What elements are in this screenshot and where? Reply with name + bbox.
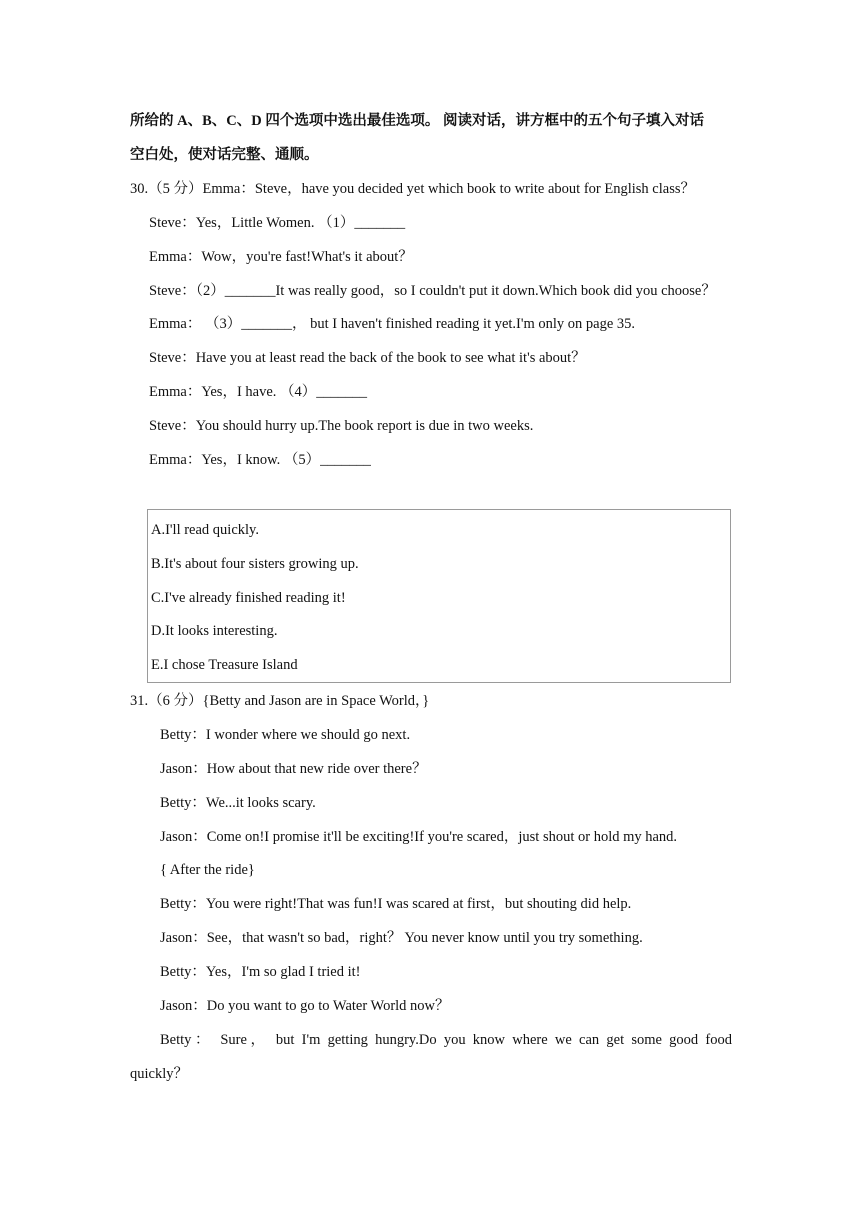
- q31-last-line-cont: quickly？: [130, 1066, 188, 1082]
- q30-line-7: Steve：You should hurry up.The book report is due in two weeks.: [149, 418, 534, 434]
- q30-line-3: Steve：（2）_______It was really good，so I couldn't put it down.Which book did you choose？: [149, 283, 716, 299]
- q31-line-1: Betty：I wonder where we should go next.: [160, 727, 411, 743]
- q30-line-2: Emma：Wow，you're fast!What's it about？: [149, 249, 413, 265]
- q30-line-5: Steve：Have you at least read the back of the book to see what it's about？: [149, 350, 586, 366]
- q31-line-5: Betty：You were right!That was fun!I was scared at first，but shouting did help.: [160, 896, 632, 912]
- q31-line-8: Jason：Do you want to go to Water World now？: [160, 998, 450, 1014]
- q30-line-4: Emma： （3）_______， but I haven't finished reading it yet.I'm only on page 35.: [149, 316, 636, 332]
- q31-line-6: Jason：See，that wasn't so bad，right？ You never know until you try something.: [160, 930, 643, 946]
- q30-line-1: Steve：Yes，Little Women. （1）_______: [149, 215, 406, 231]
- q31-line-7: Betty：Yes，I'm so glad I tried it!: [160, 964, 361, 980]
- instructions-line-2: 空白处，使对话完整、通顺。: [130, 147, 319, 163]
- instructions-line-1: 所给的 A、B、C、D 四个选项中选出最佳选项。 阅读对话，讲方框中的五个句子填入对话: [130, 113, 704, 129]
- q31-line-2: Jason：How about that new ride over there？: [160, 761, 427, 777]
- q31-line-3: Betty：We...it looks scary.: [160, 795, 316, 811]
- option-e: E.I chose Treasure Island: [151, 657, 298, 673]
- q31-stage-direction: { After the ride}: [160, 862, 255, 878]
- option-b: B.It's about four sisters growing up.: [151, 556, 359, 572]
- options-box: [147, 509, 731, 683]
- q31-line-4: Jason：Come on!I promise it'll be exciting!If you're scared，just shout or hold my hand.: [160, 829, 678, 845]
- q30-line-6: Emma：Yes，I have. （4）_______: [149, 384, 368, 400]
- option-a: A.I'll read quickly.: [151, 522, 259, 538]
- q30-header: 30.（5 分）Emma：Steve，have you decided yet which book to write about for English class？: [130, 181, 695, 197]
- q31-header: 31.（6 分）{Betty and Jason are in Space World，}: [130, 693, 430, 709]
- option-c: C.I've already finished reading it!: [151, 590, 346, 606]
- q30-line-8: Emma：Yes，I know. （5）_______: [149, 452, 371, 468]
- option-d: D.It looks interesting.: [151, 623, 278, 639]
- q31-last-line: Betty： Sure， but I'm getting hungry.Do you know where we can get some good food: [160, 1032, 732, 1048]
